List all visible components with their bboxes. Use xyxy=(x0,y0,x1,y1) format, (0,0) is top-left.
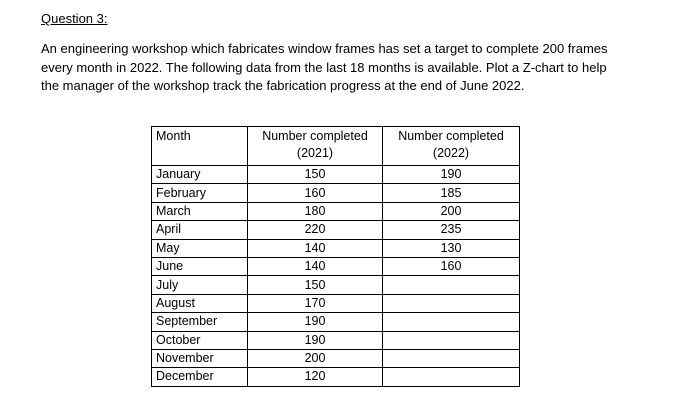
cell-2022: 235 xyxy=(383,221,520,239)
table-row xyxy=(152,331,520,349)
cell-2021: 140 xyxy=(248,257,383,275)
cell-month: May xyxy=(152,239,248,257)
cell-2022 xyxy=(383,349,520,367)
cell-2021: 120 xyxy=(248,368,383,386)
cell-month: January xyxy=(152,166,248,184)
cell-2021: 140 xyxy=(248,239,383,257)
cell-month: August xyxy=(152,294,248,312)
cell-2021: 200 xyxy=(248,349,383,367)
table-row xyxy=(152,313,520,331)
cell-2021: 220 xyxy=(248,221,383,239)
header-2021-line2: (2021) xyxy=(296,146,334,160)
cell-month: July xyxy=(152,276,248,294)
header-month: Month xyxy=(152,127,248,166)
cell-2022: 160 xyxy=(383,257,520,275)
table-row xyxy=(152,239,520,257)
cell-2021: 160 xyxy=(248,184,383,202)
cell-2022: 185 xyxy=(383,184,520,202)
header-2022-line2: (2022) xyxy=(432,146,470,160)
production-table xyxy=(151,126,520,387)
cell-month: February xyxy=(152,184,248,202)
question-line: every month in 2022. The following data from the last 18 months is available. Plot a Z-chart to help xyxy=(41,59,607,75)
table-row xyxy=(152,349,520,367)
question-line: the manager of the workshop track the fabrication progress at the end of June 2022. xyxy=(41,78,525,93)
table-row xyxy=(152,257,520,275)
table-row xyxy=(152,294,520,312)
cell-month: December xyxy=(152,368,248,386)
cell-month: September xyxy=(152,313,248,331)
cell-2021: 150 xyxy=(248,276,383,294)
cell-2022 xyxy=(383,313,520,331)
cell-month: March xyxy=(152,202,248,220)
cell-2022: 200 xyxy=(383,202,520,220)
cell-month: November xyxy=(152,349,248,367)
cell-2021: 150 xyxy=(248,166,383,184)
question-heading: Question 3: xyxy=(41,11,108,26)
table-row xyxy=(152,221,520,239)
cell-month: June xyxy=(152,257,248,275)
cell-2022 xyxy=(383,294,520,312)
table-row xyxy=(152,368,520,386)
header-2021 xyxy=(248,127,383,166)
cell-2021: 190 xyxy=(248,331,383,349)
cell-month: October xyxy=(152,331,248,349)
table-row xyxy=(152,184,520,202)
header-2022-line1: Number completed xyxy=(398,129,504,143)
cell-2021: 180 xyxy=(248,202,383,220)
cell-2021: 170 xyxy=(248,294,383,312)
cell-2022: 130 xyxy=(383,239,520,257)
question-text xyxy=(41,40,656,96)
question-line: An engineering workshop which fabricates window frames has set a target to complete 200 frames xyxy=(41,41,608,56)
cell-2022 xyxy=(383,331,520,349)
cell-2022 xyxy=(383,368,520,386)
header-2022 xyxy=(383,127,520,166)
cell-2021: 190 xyxy=(248,313,383,331)
header-2021-line1: Number completed xyxy=(262,129,368,143)
cell-2022: 190 xyxy=(383,166,520,184)
cell-month: April xyxy=(152,221,248,239)
cell-2022 xyxy=(383,276,520,294)
table-header-row xyxy=(152,127,520,166)
table-row xyxy=(152,202,520,220)
table-row xyxy=(152,276,520,294)
table-row xyxy=(152,166,520,184)
